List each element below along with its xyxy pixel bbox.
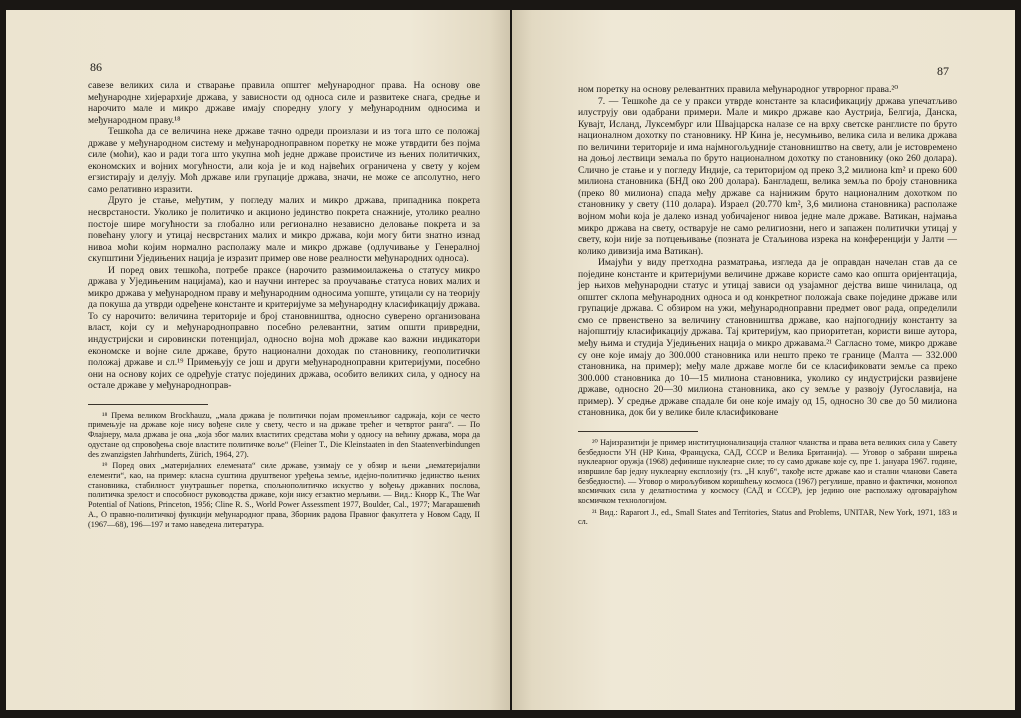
paragraph: Имајући у виду претходна разматрања, изгледа да је оправдан начелан став да се поједине константе и критеријуми величине државе користе само као општа оријентација, јер њихов међународни статус и утицај зависи од узајамног дејства више чинилаца, од општег склопа међународних односа и од конкретног положаја сваке поједине државе или групације држава. С обзиром на ужи, међународноправни предмет овог рада, определили смо се првенствено за величину становништва државе, као најпогоднију константу за најопштију класификацију држава. Тај критеријум, као приоритетан, користи више аутора, међу њима и студија Уједињених нација о микро државама.²¹ Сагласно томе, микро државе су оне које имају до 300.000 становника или нешто преко те границе (Малта — 332.000 становника, на пример); међу мале државе могле би се класификовати земље са преко 300.000 становника до 10—15 милиона становника, уколико су индустријски развијене државе, односно 20—30 милиона становника, ако су земље у развоју (Југославија, на пример). У средње државе спадале би оне које имају од 15, односно 30 све до 50 милиона становника, док би у велике биле класификоване [578, 257, 957, 419]
page-number-left: 86 [90, 60, 102, 74]
left-page-body [88, 80, 480, 392]
left-page [6, 10, 510, 710]
footnote: ¹⁹ Поред ових „материјалних елемената“ силе државе, узимају се у обзир и њени „нематеријални елементи“, као, на пример: класна суштина друштвеног уређења земље, идејно-политичко јединство њених становника, стабилност унутрашњег поретка, спољнополитичко искуство у вођењу државних послова, политичка зрелост и способност руководства државе, који нису егзактно мерљиви. — Вид.: Кнорр К., The War Potential of Nations, Princeton, 1956; Cline R. S., World Power Assessment 1977, Boulder, Cal., 1977; Магарашевић А., О правно-политичкој функцији међународног права, Зборник радова Правног факултета у Новом Саду, II (1967—68), 196—197 и тамо наведена литература. [88, 461, 480, 529]
paragraph: савезе великих сила и стварање правила општег међународног права. На основу ове међународне хијерархије држава, у зависности од односа силе и развитеке снага, средње и нарочито мале и микро државе имају споредну улогу у међународним односима и међународном праву.¹⁸ [88, 80, 480, 126]
paragraph: ном поретку на основу релевантних правила међународног утврорног права.²⁰ [578, 84, 899, 95]
right-page [512, 10, 1015, 710]
footnote-rule [88, 404, 208, 405]
footnote: ²¹ Вид.: Raparort J., ed., Small States and Territories, Status and Problems, UNITAR, New York, 1971, 183 и сл. [578, 507, 957, 527]
paragraph: Друго је стање, међутим, у погледу малих и микро држава, припадника покрета несврстаности. Уколико је политичко и акционо јединство покрета снажније, утолико реално постоје шире могућности за глобално или регионално независно деловање покрета и за повећану улогу и утицај несврстаних малих и микро држава, који могу бити знатно изнад нивоа моћи којим нормално располажу мале и микро државе (одлучивање у Генералној скупштини Уједињених нација је изразит пример ове нове реалности међународних односа). [88, 195, 480, 265]
footnote: ²⁰ Најизразитији је пример институционализација сталног чланства и права вета великих сила у Савету безбедности УН (НР Кина, Француска, САД, СССР и Велика Британија). — Уговор о забрани ширења нуклеарног оружја (1968) дефинише нуклеарне силе; то су само државе које су, пре 1. јануара 1967. године, извршиле бар једну нуклеарну експлозију (тз. „Н клуб“, такође исте државе као и стални чланови Савета безбедности). — Уговор о мирољубивом коришћењу космоса (1967) регулише, правно и фактички, монопол космичких сила у делатностима у космосу (САД и СССР), јер једино оне располажу одговарајућом космичком технологијом. [578, 437, 957, 506]
page-number-right: 87 [937, 64, 949, 78]
paragraph: И поред ових тешкоћа, потребе праксе (нарочито размимоилажења о статусу микро држава у Уједињеним нацијама), као и научни интерес за проучавање статуса нових малих и микро држава у међународном праву и међународним односима уопште, утицали су на теорију да покуша да утврди одређене константе и критеријуме за међународну класификацију држава. То су нарочито: величина територије и број становништва, односно суверено организована власт, који су и међународноправно посебно релевантни, затим општи привредни, индустријски и сировински потенцијал, односно војна моћ државе као важни индикатори економске и војне силе државе, бруто национални доходак по становнику, геополитички положај државе и сл.¹⁹ Примењују се још и други међународноправни критеријуми, посебно они на основу којих се одређује статус појединих држава, особито великих сила, у односу на остале државе у међународноправ- [88, 264, 480, 392]
footnote: ¹⁸ Према великом Brockhauzu, „мала држава је политички појам променљивог садржаја, који се често примењује на државе које нису вођене силе у свету, често и на државе трећег и четвртог ранга“. — По Флајнеру, мала држава је она „која због малих властитих средстава моћи у односу на већину држава, мора да одустане од спровођења своје властите политичке воље“ (Fleiner T., Die Kleinstaaten in den Staatenverbindungen des zwanzigsten Jahrhunderts, Zürich, 1964, 27). [88, 410, 480, 459]
left-page-footnotes [88, 411, 480, 529]
right-page-body [578, 84, 957, 419]
paragraph: 7. — Тешкоће да се у пракси утврде константе за класификацију држава упечатљиво илуструју ови одабрани примери. Мале и микро државе као Аустрија, Белгија, Данска, Кувајт, Исланд, Луксембург или Швајцарска налазе се на врху светске ранглисте по бруто националном дохотку по становнику. НР Кина је, несумњиво, велика сила и велика држава по величини територије и има најмногољудније становништво на свету, али је истовремено на доњој лествици земаља по бруто националном дохотку по становнику (око 260 долара). Слично је стање и у погледу Индије, са територијом од преко 3,2 милиона km² и преко 600 милиона становника (БНД око 200 долара). Бангладеш, велика земља по броју становника (преко 80 милиона) спада међу државе са најнижим бруто националним дохотком по становнику у свету (110 долара). Израел (20.770 km², 3,6 милиона становника) располаже војном моћи која је далеко изнад уобичајеног нивоа једне мале државе. Ватикан, најмања микро држава на свету, остварује не само религиозни, него и запажен политички утицај у свету, који није за потцењивање (позната је Стаљинова изрека на конференцији у Јалти — колико дивизија има Ватикан). [578, 95, 957, 257]
right-page-footnotes [578, 438, 957, 527]
footnote-rule [578, 431, 698, 432]
paragraph: Тешкоћа да се величина неке државе тачно одреди произлази и из тога што се положај државе у међународном систему и међународноправном поретку не може утврдити без појма силе (моћи), као и ради тога што укупна моћ једне државе проистиче из њених политичких, економских и војних могућности, али која је и код највећих ограничена у свету у којем егзистирају и делују. Моћ државе или групације држава, значи, не може се апсолутно, него само релативно изразити. [88, 126, 480, 195]
